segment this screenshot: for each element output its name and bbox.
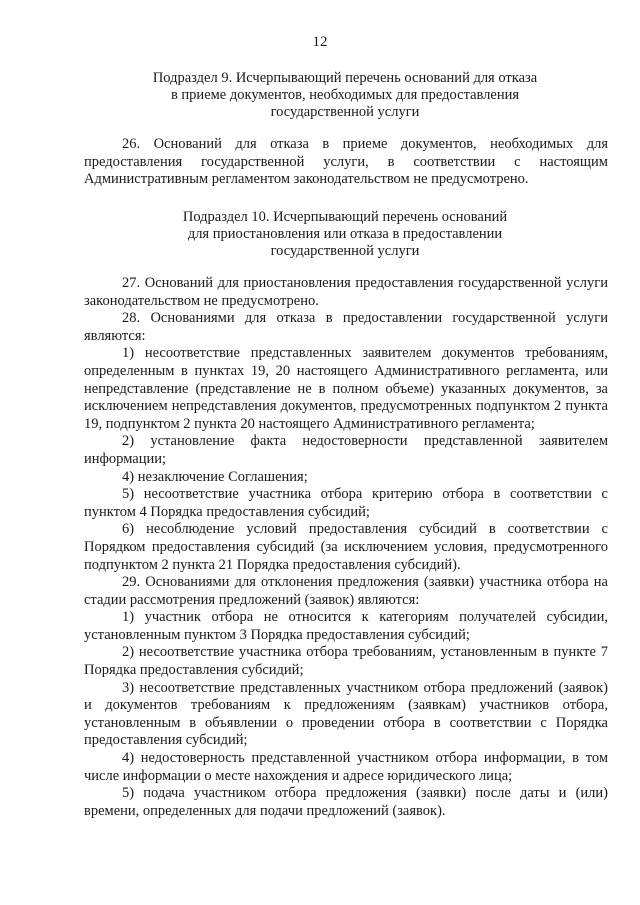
paragraph-29-item-4: 4) недостоверность представленной участником отбора информации, в том числе информации о месте нахождения и адресе юридического лица; [84, 750, 608, 784]
heading-line: для приостановления или отказа в предоставлении [187, 226, 503, 242]
paragraph-28: 28. Основаниями для отказа в предоставлении государственной услуги являются: [84, 310, 608, 344]
paragraph-28-item-2: 2) установление факта недостоверности представленной заявителем информации; [84, 433, 608, 467]
paragraph-29-item-3: 3) несоответствие представленных участником отбора предложений (заявок) и документов требованиям к предложениям (заявкам) участников отбора, установленным в объявлении о проведении отбора в соответствии с Порядка предоставления субсидий; [84, 679, 608, 749]
subsection-10-body [84, 275, 608, 820]
paragraph-28-item-4: 4) незаключение Соглашения; [122, 468, 308, 485]
paragraph-28-item-1: 1) несоответствие представленных заявителем документов требованиям, определенным в пунктах 19, 20 настоящего Административного регламента, или непредставление (представление не в полном объеме) указанных документов, за исключением непредставления документов, предусмотренных подпунктом 2 пункта 19, подпунктом 2 пункта 20 настоящего Административного регламента; [84, 345, 608, 432]
subsection-10-heading [80, 209, 610, 260]
heading-line: Подраздел 10. Исчерпывающий перечень оснований [182, 209, 508, 225]
paragraph-26-block [84, 136, 608, 189]
heading-line: в приеме документов, необходимых для предоставления [170, 87, 520, 103]
heading-line: Подраздел 9. Исчерпывающий перечень оснований для отказа [152, 70, 538, 86]
paragraph-29-item-1: 1) участник отбора не относится к категориям получателей субсидии, установленным пунктом 3 Порядка предоставления субсидий; [84, 609, 608, 643]
paragraph-29: 29. Основаниями для отклонения предложения (заявки) участника отбора на стадии рассмотрения предложений (заявок) являются: [84, 574, 608, 608]
heading-line: государственной услуги [270, 243, 420, 259]
subsection-9-heading [80, 70, 610, 121]
heading-line: государственной услуги [270, 104, 420, 120]
paragraph-27: 27. Оснований для приостановления предоставления государственной услуги законодательством не предусмотрено. [84, 275, 608, 309]
paragraph-29-item-5: 5) подача участником отбора предложения (заявки) после даты и (или) времени, определенных для подачи предложений (заявок). [84, 785, 608, 819]
page-number: 12 [312, 34, 328, 50]
paragraph-29-item-2: 2) несоответствие участника отбора требованиям, установленным в пункте 7 Порядка предоставления субсидий; [84, 644, 608, 679]
paragraph-26: 26. Оснований для отказа в приеме документов, необходимых для предоставления государственной услуги, в соответствии с настоящим Административным регламентом законодательством не предусмотрено. [84, 136, 608, 188]
paragraph-28-item-6: 6) несоблюдение условий предоставления субсидий в соответствии с Порядком предоставления субсидий (за исключением условия, предусмотренного подпунктом 2 пункта 21 Порядка предоставления субсидий). [84, 521, 608, 573]
paragraph-28-item-5: 5) несоответствие участника отбора критерию отбора в соответствии с пунктом 4 Порядка предоставления субсидий; [84, 486, 608, 520]
